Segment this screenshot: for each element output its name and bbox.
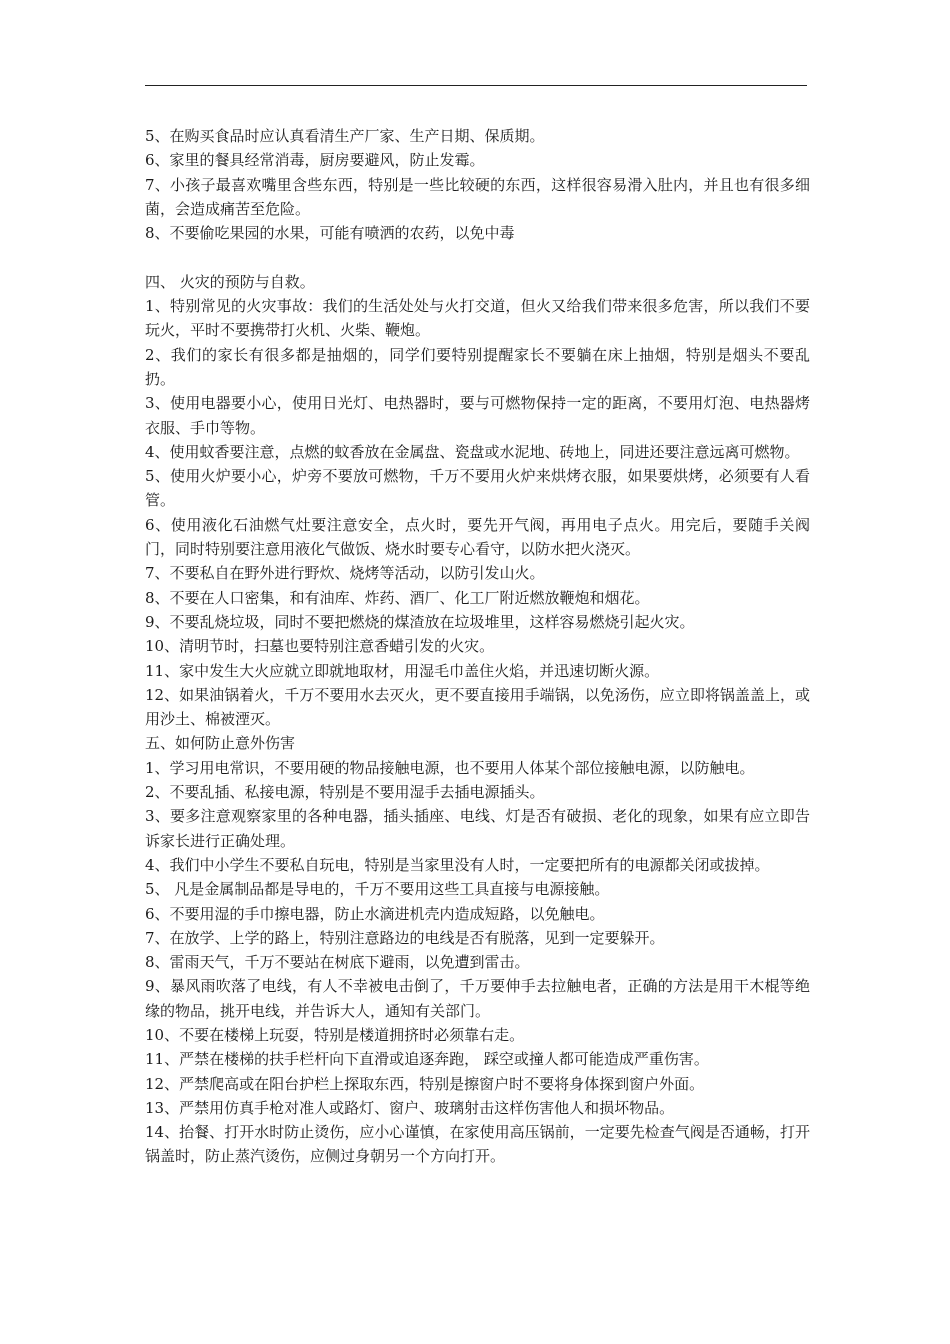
paragraph: 2、我们的家长有很多都是抽烟的，同学们要特别提醒家长不要躺在床上抽烟，特别是烟头不要乱扔。 xyxy=(145,345,810,388)
paragraph: 12、如果油锅着火，千万不要用水去灭火，更不要直接用手端锅，以免汤伤，应立即将锅盖盖上，或用沙土、棉被湮灭。 xyxy=(145,685,810,729)
paragraph: 12、严禁爬高或在阳台护栏上探取东西，特别是擦窗户时不要将身体探到窗户外面。 xyxy=(145,1074,705,1093)
blank-line xyxy=(145,245,810,269)
paragraph: 10、清明节时，扫墓也要特别注意香蜡引发的火灾。 xyxy=(145,637,495,656)
paragraph: 14、抬餐、打开水时防止烫伤，应小心谨慎，在家使用高压锅前，一定要先检查气阀是否通畅，打开锅盖时，防止蒸汽烫伤，应侧过身朝另一个方向打开。 xyxy=(145,1123,810,1166)
paragraph: 11、严禁在楼梯的扶手栏杆向下直滑或追逐奔跑， 踩空或撞人都可能造成严重伤害。 xyxy=(145,1050,709,1069)
paragraph: 6、家里的餐具经常消毒，厨房要避风，防止发霉。 xyxy=(145,151,485,170)
paragraph: 7、不要私自在野外进行野炊、烧烤等活动，以防引发山火。 xyxy=(145,564,545,583)
paragraph: 8、不要在人口密集，和有油库、炸药、酒厂、化工厂附近燃放鞭炮和烟花。 xyxy=(145,588,650,607)
paragraph: 9、暴风雨吹落了电线，有人不幸被电击倒了，千万要伸手去拉触电者，正确的方法是用干木棍等绝缘的物品，挑开电线，并告诉大人，通知有关部门。 xyxy=(145,977,810,1020)
paragraph: 8、不要偷吃果园的水果，可能有喷洒的农药，以免中毒 xyxy=(145,224,515,243)
paragraph: 10、不要在楼梯上玩耍，特别是楼道拥挤时必须靠右走。 xyxy=(145,1025,525,1044)
paragraph: 5、使用火炉要小心，炉旁不要放可燃物，千万不要用火炉来烘烤衣服，如果要烘烤，必须要有人看管。 xyxy=(145,467,810,510)
paragraph: 8、雷雨天气，千万不要站在树底下避雨，以免遭到雷击。 xyxy=(145,953,530,972)
document-body xyxy=(145,124,810,1169)
paragraph: 5、 凡是金属制品都是导电的，千万不要用这些工具直接与电源接触。 xyxy=(145,880,610,899)
paragraph: 4、我们中小学生不要私自玩电，特别是当家里没有人时，一定要把所有的电源都关闭或拔掉。 xyxy=(145,855,770,874)
paragraph: 9、不要乱烧垃圾，同时不要把燃烧的煤渣放在垃圾堆里，这样容易燃烧引起火灾。 xyxy=(145,612,695,631)
section-heading-fire: 四、 火灾的预防与自救。 xyxy=(145,272,315,291)
paragraph: 2、不要乱插、私接电源，特别是不要用湿手去插电源插头。 xyxy=(145,783,545,802)
paragraph: 3、要多注意观察家里的各种电器，插头插座、电线、灯是否有破损、老化的现象，如果有应立即告诉家长进行正确处理。 xyxy=(145,807,810,850)
paragraph: 5、在购买食品时应认真看清生产厂家、生产日期、保质期。 xyxy=(145,127,545,145)
paragraph: 7、小孩子最喜欢嘴里含些东西，特别是一些比较硬的东西，这样很容易滑入肚内，并且也有很多细菌，会造成痛苦至危险。 xyxy=(145,175,810,218)
header-rule xyxy=(145,85,807,86)
paragraph: 1、学习用电常识，不要用硬的物品接触电源，也不要用人体某个部位接触电源，以防触电。 xyxy=(145,758,755,777)
paragraph: 13、严禁用仿真手枪对准人或路灯、窗户、玻璃射击这样伤害他人和损坏物品。 xyxy=(145,1098,675,1117)
paragraph: 7、在放学、上学的路上，特别注意路边的电线是否有脱落，见到一定要躲开。 xyxy=(145,928,665,947)
paragraph: 6、使用液化石油燃气灶要注意安全，点火时，要先开气阀，再用电子点火。用完后，要随手关阀门，同时特别要注意用液化气做饭、烧水时要专心看守，以防水把火浇灭。 xyxy=(145,515,810,559)
paragraph: 6、不要用湿的手巾擦电器，防止水滴进机壳内造成短路，以免触电。 xyxy=(145,904,605,923)
paragraph: 1、特别常见的火灾事故：我们的生活处处与火打交道，但火又给我们带来很多危害，所以我们不要玩火，平时不要携带打火机、火柴、鞭炮。 xyxy=(145,297,810,340)
section-heading-injury: 五、如何防止意外伤害 xyxy=(145,734,296,753)
paragraph: 11、家中发生大火应就立即就地取材，用湿毛巾盖住火焰，并迅速切断火源。 xyxy=(145,661,660,680)
paragraph: 4、使用蚊香要注意，点燃的蚊香放在金属盘、瓷盘或水泥地、砖地上，同进还要注意远离可燃物。 xyxy=(145,442,800,461)
paragraph: 3、使用电器要小心，使用日光灯、电热器时，要与可燃物保持一定的距离，不要用灯泡、电热器烤衣服、手巾等物。 xyxy=(145,394,810,437)
